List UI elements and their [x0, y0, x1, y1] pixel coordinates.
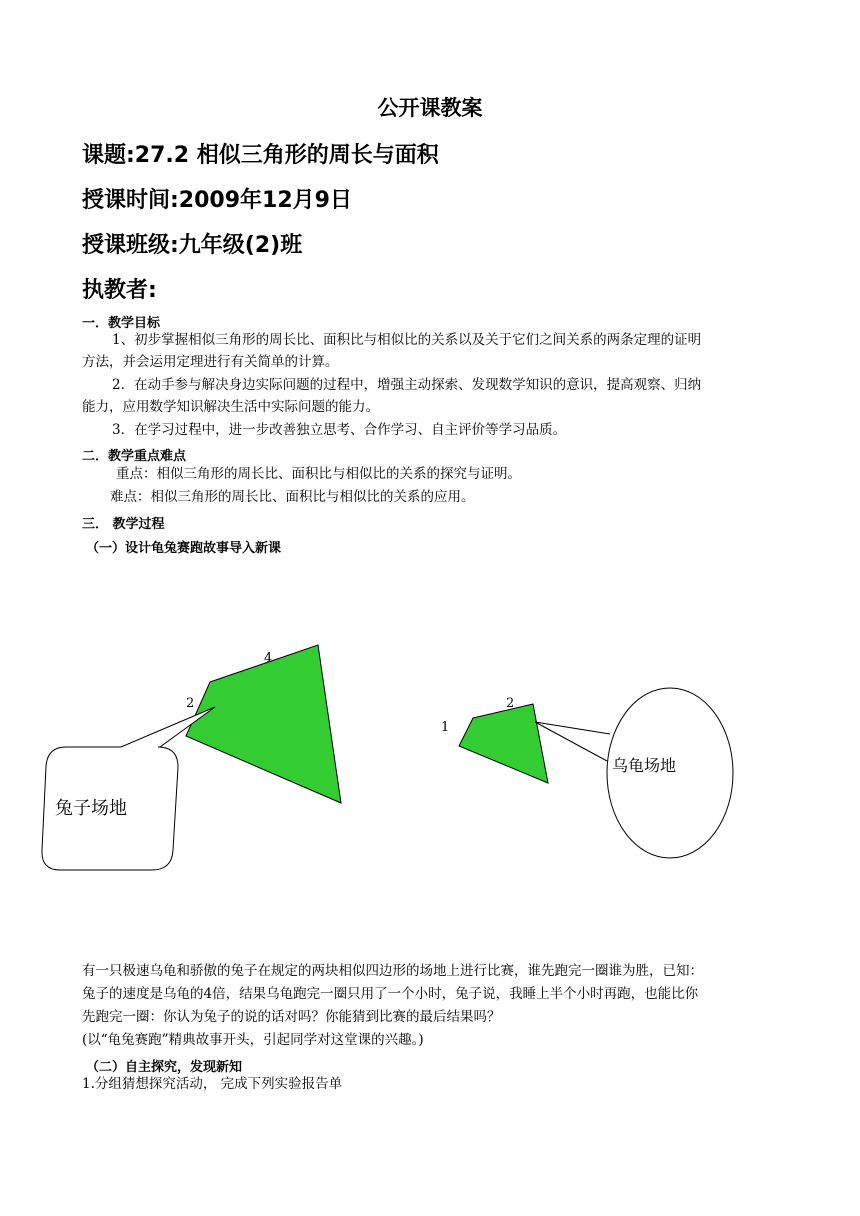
- rabbit-field-label: 兔子场地: [55, 798, 127, 819]
- section-heading-goals: 一．教学目标: [82, 316, 161, 331]
- section-heading-process: 三． 教学过程: [82, 517, 165, 532]
- turtle-field-shape: [459, 704, 548, 783]
- difficulty-point: 难点：相似三角形的周长比、面积比与相似比的关系的应用。: [110, 489, 475, 505]
- race-field-figure: [0, 630, 860, 930]
- turtle-callout-pointer: [535, 722, 610, 761]
- lesson-time: 授课时间:2009年12月9日: [82, 188, 352, 213]
- story-line-2: 兔子的速度是乌龟的4倍，结果乌龟跑完一圈只用了一个小时，兔子说，我睡上半个小时再跑，也能比你: [82, 986, 699, 1002]
- lesson-topic: 课题:27.2 相似三角形的周长与面积: [82, 143, 439, 168]
- goal-2-line-2: 能力，应用数学知识解决生活中实际问题的能力。: [82, 399, 379, 415]
- turtle-side-top-label: 2: [506, 696, 515, 711]
- story-line-3: 先跑完一圈：你认为兔子的说的话对吗？你能猜到比赛的最后结果吗？: [82, 1009, 501, 1025]
- key-point: 重点：相似三角形的周长比、面积比与相似比的关系的探究与证明。: [116, 466, 521, 482]
- goal-1-line-2: 方法，并会运用定理进行有关简单的计算。: [82, 354, 339, 370]
- goal-2-line-1: 2．在动手参与解决身边实际问题的过程中，增强主动探索、发现数学知识的意识，提高观察、归纳: [112, 377, 702, 393]
- turtle-field-label: 乌龟场地: [612, 756, 677, 775]
- section-heading-key-points: 二．教学重点难点: [82, 449, 187, 464]
- rabbit-field-shape: [186, 645, 341, 803]
- goal-1-line-1: 1、初步掌握相似三角形的周长比、面积比与相似比的关系以及关于它们之间关系的两条定理的证明: [112, 332, 702, 348]
- subsection-intro: （一）设计龟兔赛跑故事导入新课: [86, 541, 282, 556]
- lesson-class: 授课班级:九年级(2)班: [82, 233, 303, 258]
- rabbit-side-left-label: 2: [186, 696, 195, 711]
- page-title: 公开课教案: [377, 96, 483, 120]
- subsection-explore: （二）自主探究，发现新知: [86, 1060, 243, 1075]
- lesson-teacher: 执教者:: [82, 278, 157, 303]
- turtle-side-left-label: 1: [441, 720, 450, 735]
- explore-item-1: 1.分组猜想探究活动， 完成下列实验报告单: [82, 1076, 343, 1092]
- goal-3: 3．在学习过程中，进一步改善独立思考、合作学习、自主评价等学习品质。: [112, 422, 567, 438]
- rabbit-side-top-label: 4: [264, 651, 273, 666]
- story-note: (以“龟兔赛跑”精典故事开头，引起同学对这堂课的兴趣。): [82, 1032, 424, 1048]
- story-line-1: 有一只极速乌龟和骄傲的兔子在规定的两块相似四边形的场地上进行比赛，谁先跑完一圈谁为胜，已知：: [82, 963, 703, 979]
